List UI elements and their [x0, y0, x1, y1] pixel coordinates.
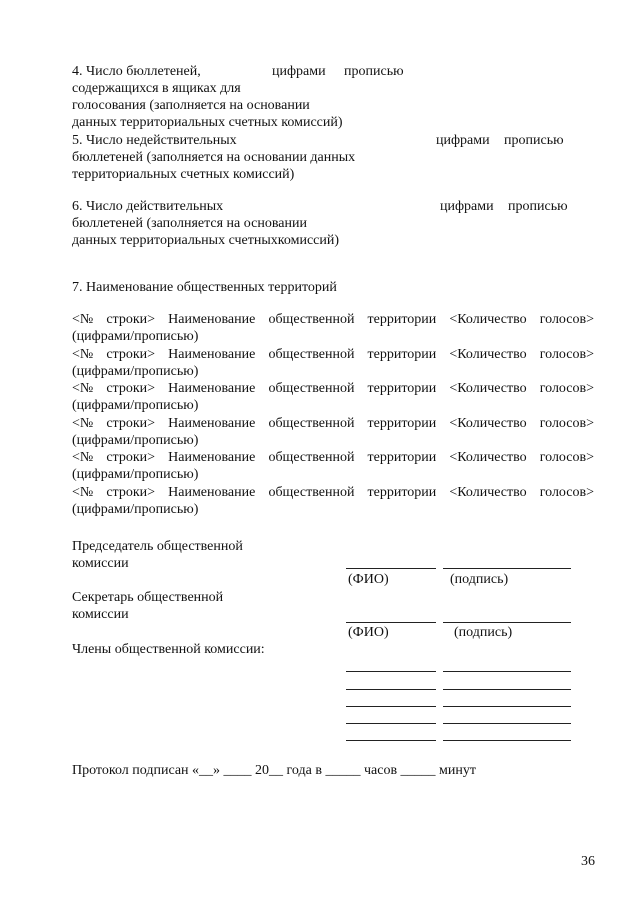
- item6-line-1: 6. Число действительных: [72, 199, 224, 214]
- item4-digits-label: цифрами: [272, 64, 326, 79]
- member-2-fio-line: [346, 689, 436, 690]
- member-3-fio-line: [346, 706, 436, 707]
- territory-row: [72, 380, 594, 397]
- member-2-signature-line: [443, 689, 571, 690]
- territory-row-word: общественной: [268, 450, 355, 465]
- territory-row-word: строки>: [106, 381, 156, 396]
- item4-words-label: прописью: [344, 64, 404, 79]
- protocol-signed-line: Протокол подписан «__» ____ 20__ года в _____ часов _____ минут: [72, 763, 477, 778]
- territory-row-word: <№: [72, 416, 94, 431]
- territory-row-word: <№: [72, 347, 94, 362]
- territory-row-continuation: (цифрами/прописью): [72, 433, 199, 448]
- page-number: 36: [581, 854, 595, 869]
- chairman-label-1: Председатель общественной: [72, 539, 243, 554]
- territory-row-word: голосов>: [539, 450, 594, 465]
- secretary-signature-caption: (подпись): [454, 625, 513, 640]
- territory-row-word: территории: [367, 381, 437, 396]
- territory-row-word: Наименование: [168, 450, 256, 465]
- territory-row-word: строки>: [106, 450, 156, 465]
- secretary-fio-line: [346, 622, 436, 623]
- item6-line-3: данных территориальных счетныхкомиссий): [72, 233, 340, 248]
- item4-line-4: данных территориальных счетных комиссий): [72, 115, 343, 130]
- territory-row-word: голосов>: [539, 312, 594, 327]
- territory-row-word: голосов>: [539, 416, 594, 431]
- territory-row-word: <Количество: [449, 312, 527, 327]
- territory-row: [72, 415, 594, 432]
- territory-row-word: Наименование: [168, 416, 256, 431]
- members-label: Члены общественной комиссии:: [72, 642, 265, 657]
- territory-row-word: общественной: [268, 416, 355, 431]
- territory-row-word: общественной: [268, 312, 355, 327]
- secretary-signature-line: [443, 622, 571, 623]
- territory-row-word: Наименование: [168, 312, 256, 327]
- territory-row-continuation: (цифрами/прописью): [72, 364, 199, 379]
- territory-row-word: <Количество: [449, 450, 527, 465]
- item5-digits-label: цифрами: [436, 133, 490, 148]
- territory-row-word: строки>: [106, 347, 156, 362]
- member-1-signature-line: [443, 671, 571, 672]
- territory-row-word: <№: [72, 485, 94, 500]
- territory-row-word: строки>: [106, 485, 156, 500]
- territory-row-continuation: (цифрами/прописью): [72, 329, 199, 344]
- member-3-signature-line: [443, 706, 571, 707]
- chairman-label-2: комиссии: [72, 556, 129, 571]
- item5-line-3: территориальных счетных комиссий): [72, 167, 295, 182]
- item6-digits-label: цифрами: [440, 199, 494, 214]
- territory-row-word: <Количество: [449, 485, 527, 500]
- item4-line-1: 4. Число бюллетеней,: [72, 64, 201, 79]
- territory-row-word: территории: [367, 416, 437, 431]
- item5-line-2: бюллетеней (заполняется на основании данных: [72, 150, 356, 165]
- item6-line-2: бюллетеней (заполняется на основании: [72, 216, 307, 231]
- territory-row-word: строки>: [106, 312, 156, 327]
- item5-words-label: прописью: [504, 133, 564, 148]
- territory-row: [72, 346, 594, 363]
- territory-row-word: общественной: [268, 381, 355, 396]
- territory-row-word: общественной: [268, 485, 355, 500]
- territory-row: [72, 484, 594, 501]
- item4-line-3: голосования (заполняется на основании: [72, 98, 310, 113]
- territory-row-word: голосов>: [539, 381, 594, 396]
- territory-row-word: общественной: [268, 347, 355, 362]
- chairman-signature-caption: (подпись): [450, 572, 509, 587]
- territory-row-word: Наименование: [168, 485, 256, 500]
- territory-row-word: <Количество: [449, 416, 527, 431]
- territory-row-word: <№: [72, 381, 94, 396]
- territory-row: [72, 311, 594, 328]
- territory-row-word: территории: [367, 347, 437, 362]
- territory-row-word: Наименование: [168, 381, 256, 396]
- territory-row-continuation: (цифрами/прописью): [72, 502, 199, 517]
- secretary-fio-caption: (ФИО): [348, 625, 389, 640]
- member-4-fio-line: [346, 723, 436, 724]
- secretary-label-2: комиссии: [72, 607, 129, 622]
- item4-line-2: содержащихся в ящиках для: [72, 81, 241, 96]
- member-4-signature-line: [443, 723, 571, 724]
- territory-row-word: <Количество: [449, 381, 527, 396]
- member-5-fio-line: [346, 740, 436, 741]
- territory-row-word: <Количество: [449, 347, 527, 362]
- territory-row-word: голосов>: [539, 347, 594, 362]
- territory-row-word: <№: [72, 312, 94, 327]
- member-5-signature-line: [443, 740, 571, 741]
- item5-line-1: 5. Число недействительных: [72, 133, 237, 148]
- member-1-fio-line: [346, 671, 436, 672]
- territory-row: [72, 449, 594, 466]
- chairman-fio-caption: (ФИО): [348, 572, 389, 587]
- territory-row-word: территории: [367, 312, 437, 327]
- chairman-signature-line: [443, 568, 571, 569]
- chairman-fio-line: [346, 568, 436, 569]
- territory-row-word: Наименование: [168, 347, 256, 362]
- territory-row-continuation: (цифрами/прописью): [72, 467, 199, 482]
- territory-row-word: <№: [72, 450, 94, 465]
- territory-row-word: строки>: [106, 416, 156, 431]
- secretary-label-1: Секретарь общественной: [72, 590, 224, 605]
- item6-words-label: прописью: [508, 199, 568, 214]
- territory-row-word: голосов>: [539, 485, 594, 500]
- item7-heading: 7. Наименование общественных территорий: [72, 280, 337, 295]
- territory-row-continuation: (цифрами/прописью): [72, 398, 199, 413]
- territory-row-word: территории: [367, 485, 437, 500]
- territory-row-word: территории: [367, 450, 437, 465]
